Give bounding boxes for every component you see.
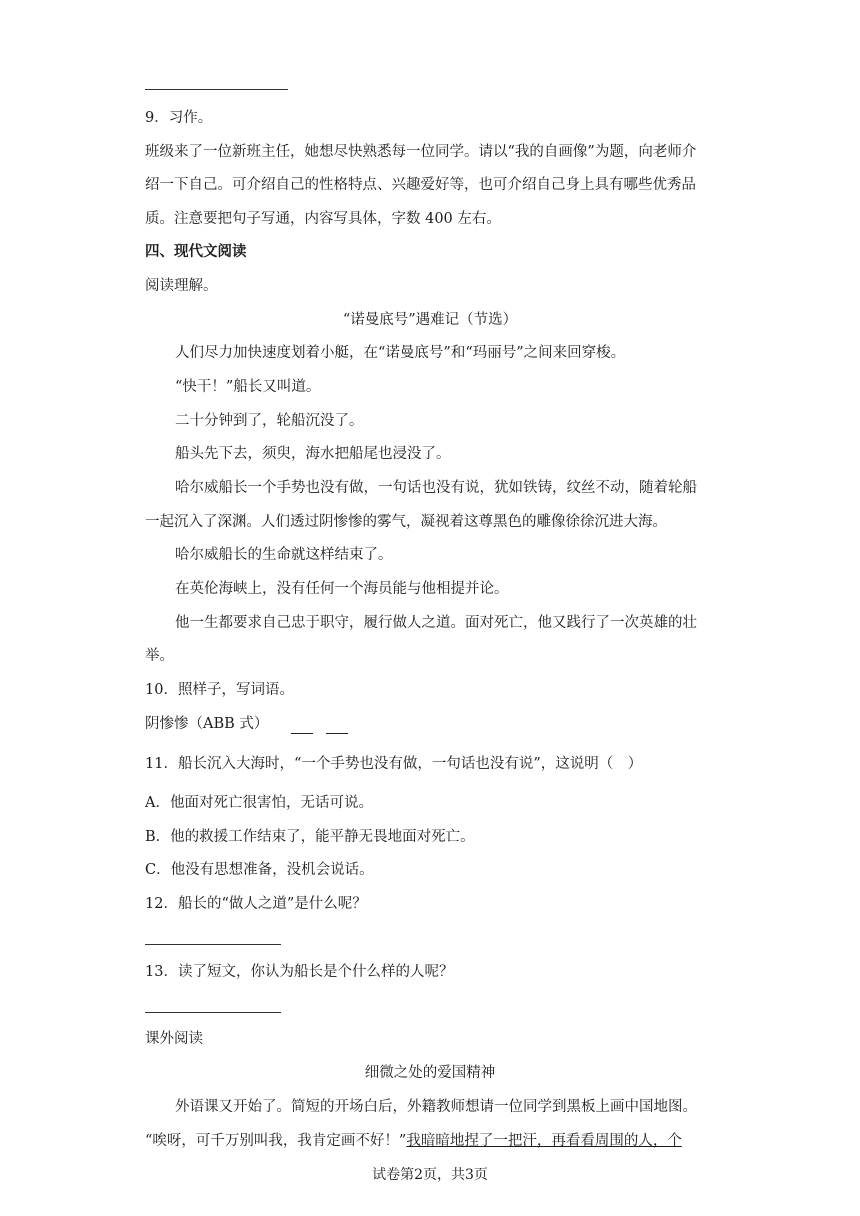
passage-paragraph: 哈尔威船长的生命就这样结束了。 — [175, 547, 393, 563]
passage-paragraph: 他一生都要求自己忠于职守，履行做人之道。面对死亡，他又践行了一次英雄的壮 — [175, 615, 697, 631]
passage-paragraph: 二十分钟到了，轮船沉没了。 — [175, 413, 364, 429]
answer-blank[interactable] — [291, 719, 313, 734]
q11-option-a: A．他面对死亡很害怕，无话可说。 — [145, 795, 373, 811]
q10-example — [145, 714, 352, 734]
q11-option-c: C．他没有思想准备，没机会说话。 — [145, 862, 374, 878]
passage-paragraph: 人们尽力加快速度划着小艇，在“诺曼底号”和“玛丽号”之间来回穿梭。 — [175, 345, 626, 361]
passage-title: “诺曼底号”遇难记（节选） — [342, 312, 518, 328]
extra-passage-line — [145, 1131, 682, 1151]
q13-title: 13．读了短文，你认为船长是个什么样的人呢？ — [145, 964, 454, 980]
q9-body-line: 绍一下自己。可介绍自己的性格特点、兴趣爱好等，也可介绍自己身上具有哪些优秀品 — [145, 177, 696, 193]
section-intro: 阅读理解。 — [145, 278, 218, 294]
q11-option-b: B．他的救援工作结束了，能平静无畏地面对死亡。 — [145, 829, 475, 845]
passage-paragraph: “快干！”船长又叫道。 — [175, 379, 321, 395]
q11-title: 11．船长沉入大海时，“一个手势也没有做，一句话也没有说”，这说明（ ） — [145, 756, 643, 772]
answer-line — [145, 1012, 281, 1013]
extra-passage-title: 细微之处的爱国精神 — [364, 1065, 496, 1081]
passage-paragraph: 一起沉入了深渊。人们透过阴惨惨的雾气，凝视着这尊黑色的雕像徐徐沉进大海。 — [145, 514, 667, 530]
page-footer: 试卷第2页，共3页 — [372, 1167, 488, 1183]
answer-blank[interactable] — [326, 719, 348, 734]
underlined-sentence: 我暗暗地捏了一把汗，再看看周围的人，个 — [406, 1133, 682, 1149]
q12-title: 12．船长的“做人之道”是什么呢？ — [145, 896, 367, 912]
extra-passage-line: 外语课又开始了。简短的开场白后，外籍教师想请一位同学到黑板上画中国地图。 — [175, 1099, 697, 1115]
q9-body-line: 质。注意要把句子写通，内容写具体，字数 400 左右。 — [145, 211, 501, 227]
q9-title: 9．习作。 — [145, 110, 213, 126]
extra-quote: “唉呀，可千万别叫我，我肯定画不好！” — [145, 1133, 407, 1149]
q10-example-text: 阴惨惨（ABB 式） — [145, 716, 269, 732]
passage-paragraph: 在英伦海峡上，没有任何一个海员能与他相提并论。 — [175, 581, 509, 597]
passage-paragraph: 船头先下去，须臾，海水把船尾也浸没了。 — [175, 446, 451, 462]
q9-body-line: 班级来了一位新班主任，她想尽快熟悉每一位同学。请以“我的自画像”为题，向老师介 — [145, 144, 697, 160]
passage-paragraph: 举。 — [145, 648, 174, 664]
answer-line — [145, 944, 281, 945]
section-heading: 四、现代文阅读 — [145, 244, 247, 260]
passage-paragraph: 哈尔威船长一个手势也没有做，一句话也没有说，犹如铁铸，纹丝不动，随着轮船 — [175, 480, 697, 496]
answer-line — [145, 89, 288, 90]
extra-reading-label: 课外阅读 — [145, 1031, 203, 1047]
q10-title: 10．照样子，写词语。 — [145, 682, 294, 698]
